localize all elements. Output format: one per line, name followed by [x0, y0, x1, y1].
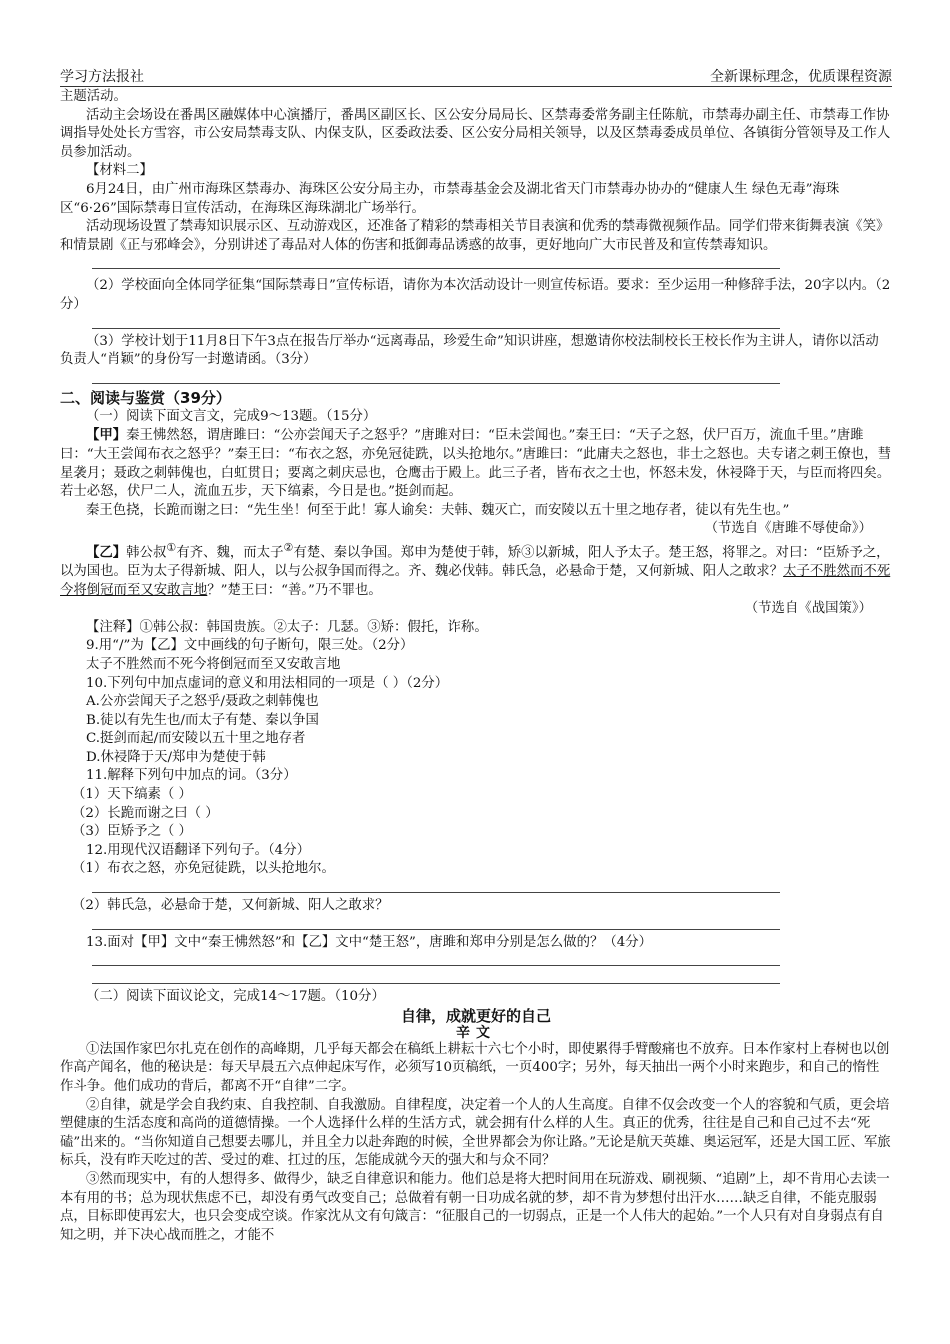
- q11-item: （2）长跪而谢之曰（ ）: [72, 805, 219, 821]
- question-13: 13.面对【甲】文中“秦王怫然怒”和【乙】文中“楚王怒”，唐雎和郑申分别是怎么做的？（4分）: [86, 934, 653, 950]
- q12-item: （2）韩氏急，必悬命于楚，又何新城、阳人之敢求？: [72, 898, 389, 914]
- option-a: A.公亦尝闻天子之怒乎/聂政之刺韩傀也: [86, 694, 319, 710]
- answer-line[interactable]: [92, 315, 780, 329]
- answer-line[interactable]: [92, 952, 780, 966]
- answer-line[interactable]: [92, 970, 780, 984]
- jia-text: 秦王怫然怒，谓唐雎曰：“公亦尝闻天子之怒乎？”唐雎对曰：“臣未尝闻也。”秦王曰：“天子之怒，伏尸百万，流血千里。”唐雎曰：“大王尝闻布衣之怒乎？”秦王曰：“布衣之怒，亦免冠徒跣，以头抢地尔。”唐雎曰：“此庸夫之怒也，非士之怒也。夫专诸之刺王僚也，彗星袭月；聂政之刺韩傀也，白虹贯日；要离之刺庆忌也，仓鹰击于殿上。此三子者，皆布衣之士也，怀怒未发，休祲降于天，与臣而将四矣。若士必怒，伏尸二人，流血五步，天下缟素，今日是也。”挺剑而起。: [60, 428, 891, 500]
- section-heading: 二、阅读与鉴赏（39分）: [60, 388, 231, 407]
- yi-tag: 【乙】: [86, 544, 127, 561]
- header-right: 全新课标理念，优质课程资源: [710, 69, 892, 85]
- passage-yi: 【乙】韩公叔①有齐、魏，而太子②有楚、秦以争国。郑申为楚使于韩，矫③以新城，阳人予太子。楚王怒，将罪之。对曰：“臣矫予之，以为国也。臣为太子得新城、阳人，以与公叔争国而得之。齐、魏必伐韩。韩氏急，必悬命于楚，又何新城、阳人之敢求？太子不胜然而不死今将倒冠而至又安敢言地？”楚王曰：“善。”乃不罪也。: [60, 540, 891, 598]
- page-header: [60, 64, 892, 87]
- question-9-sentence: 太子不胜然而不死今将倒冠而至又安敢言地: [86, 656, 341, 672]
- document-body: [60, 88, 892, 1245]
- q11-item: （3）臣矫予之（ ）: [72, 824, 192, 840]
- option-d: D.休祲降于天/郑申为楚使于韩: [86, 749, 266, 765]
- question-12: 12.用现代汉语翻译下列句子。（4分）: [86, 842, 310, 858]
- answer-line[interactable]: [92, 879, 780, 893]
- answer-line[interactable]: [92, 916, 780, 930]
- option-c: C.挺剑而起/而安陵以五十里之地存者: [86, 731, 306, 747]
- annotation: 【注释】①韩公叔：韩国贵族。②太子：几瑟。③矫：假托，诈称。: [86, 619, 488, 635]
- article-title: 自律，成就更好的自己: [400, 1006, 551, 1025]
- option-b: B.徒以有先生也/而太子有楚、秦以争国: [86, 712, 319, 728]
- para: 活动主会场设在番禺区融媒体中心演播厅，番禺区副区长、区公安分局局长、区禁毒委常务副主任陈航，市禁毒办副主任、市禁毒工作协调指导处处长方雪容，市公安局禁毒支队、内保支队，区委政法委、区公安分局相关领导，以及区禁毒委成员单位、各镇街分管领导及工作人员参加活动。: [60, 107, 891, 160]
- article-author: 辛文: [456, 1024, 496, 1041]
- question-10: 10.下列句中加点虚词的意义和用法相同的一项是（ ）（2分）: [86, 675, 449, 691]
- question-2: （2）学校面向全体同学征集“国际禁毒日”宣传标语，请你为本次活动设计一则宣传标语。要求：至少运用一种修辞手法，20字以内。（2分）: [60, 278, 891, 312]
- para: 主题活动。: [60, 89, 127, 104]
- subsection-2: （二）阅读下面议论文，完成14～17题。（10分）: [86, 989, 385, 1005]
- article-para: ③然而现实中，有的人想得多、做得少，缺乏自律意识和能力。他们总是将大把时间用在玩游戏、刷视频、“追剧”上，却不肯用心去读一本有用的书；总为现状焦虑不已，却没有勇气改变自己；总做着有朝一日功成名就的梦，却不肯为梦想付出汗水……缺乏自律，不能克服弱点，目标即使再宏大，也只会变成空谈。作家沈从文有句箴言：“征服自己的一切弱点，正是一个人伟大的起始。”一个人只有对自身弱点有自知之明，并下决心战而胜之，才能不: [60, 1171, 890, 1243]
- q12-item: （1）布衣之怒，亦免冠徒跣，以头抢地尔。: [72, 861, 335, 877]
- material-two-label: 【材料二】: [86, 163, 153, 179]
- q11-item: （1）天下缟素（ ）: [72, 787, 192, 803]
- article-para: ①法国作家巴尔扎克在创作的高峰期，几乎每天都会在稿纸上耕耘十六七个小时，即使累得手臂酸痛也不放弃。日本作家村上春树也以创作高产闻名，他的秘诀是：每天早晨五六点伸起床写作，必须写10页稿纸，一页400字；另外，每天抽出一两个小时来跑步，和自己的惰性作斗争。他们成功的背后，都离不开“自律”二字。: [60, 1041, 890, 1094]
- question-9: 9.用“/”为【乙】文中画线的句子断句，限三处。（2分）: [86, 638, 414, 654]
- question-11: 11.解释下列句中加点的词。（3分）: [86, 768, 297, 784]
- jia-tag: 【甲】: [86, 427, 127, 444]
- passage-jia: [60, 426, 892, 501]
- passage-jia-2: 秦王色挠，长跪而谢之曰：“先生坐！何至于此！寡人谕矣：夫韩、魏灭亡，而安陵以五十里之地存者，徒以有先生也。”: [86, 502, 790, 518]
- para: 6月24日，由广州市海珠区禁毒办、海珠区公安分局主办，市禁毒基金会及湖北省天门市禁毒办协办的“健康人生 绿色无毒”海珠区“6·26”国际禁毒日宣传活动，在海珠区海珠湖北广场举行。: [60, 181, 840, 216]
- answer-line[interactable]: [92, 370, 780, 384]
- header-left: 学习方法报社: [60, 69, 144, 85]
- yi-source: （节选自《战国策》）: [744, 601, 872, 617]
- jia-source: （节选自《唐雎不辱使命》）: [704, 521, 872, 537]
- subsection-1: （一）阅读下面文言文，完成9～13题。（15分）: [86, 408, 377, 424]
- question-3: （3）学校计划于11月8日下午3点在报告厅举办“远离毒品，珍爱生命”知识讲座，想邀请你校法制校长王校长作为主讲人，请你以活动负责人“肖颖”的身份写一封邀请函。（3分）: [60, 333, 879, 368]
- article-para: ②自律，就是学会自我约束、自我控制、自我激励。自律程度，决定着一个人的人生高度。自律不仅会改变一个人的容貌和气质，更会培塑健康的生活态度和高尚的道德情操。一个人选择什么样的生活方式，就会拥有什么样的人生。真正的优秀，往往是自己和自己过不去“死磕”出来的。“当你知道自己想要去哪儿，并且全力以赴奔跑的时候，全世界都会为你让路。”无论是航天英雄、奥运冠军，还是大国工匠、军旅标兵，没有昨天吃过的苦、受过的难、扛过的压，怎能成就今天的强大和与众不同？: [60, 1097, 891, 1169]
- underlined-sentence: 太子不胜然而不死今将倒冠而至又安敢言地: [60, 563, 891, 598]
- answer-line[interactable]: [92, 255, 780, 269]
- para: 活动现场设置了禁毒知识展示区、互动游戏区，还准备了精彩的禁毒相关节目表演和优秀的禁毒微视频作品。同学们带来街舞表演《笑》和情景剧《正与邪峰会》，分别讲述了毒品对人体的伤害和抵御毒品诱惑的故事，更好地向广大市民普及和宣传禁毒知识。: [60, 219, 890, 253]
